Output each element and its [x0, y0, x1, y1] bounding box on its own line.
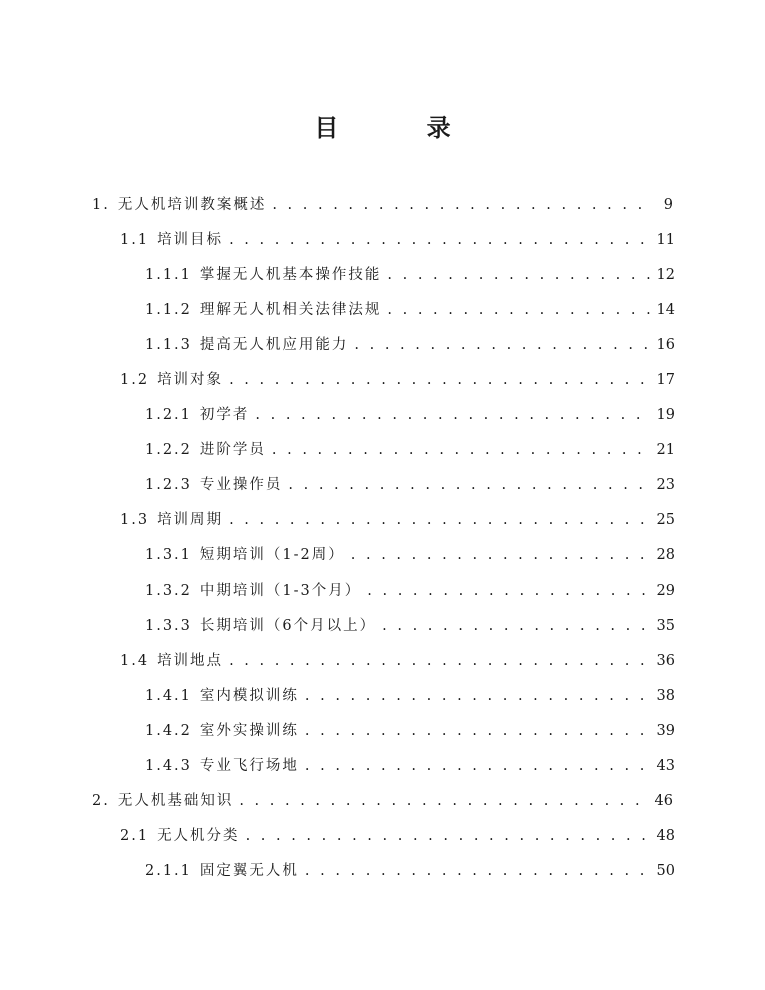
toc-dot-leader [305, 861, 651, 881]
toc-entry[interactable] [0, 503, 765, 538]
toc-entry-title: 进阶学员 [199, 442, 266, 459]
toc-entry-number: 1.2.3 [145, 477, 192, 494]
toc-entry-number: 1.3.3 [145, 617, 192, 634]
toc-entry-page-number: 43 [656, 758, 675, 775]
toc-entry[interactable] [0, 468, 765, 503]
toc-entry-page-number: 35 [656, 617, 675, 634]
toc-entry-number: 2.1 [120, 828, 150, 845]
toc-entry-title: 培训目标 [157, 231, 224, 248]
toc-entry[interactable] [0, 608, 765, 643]
toc-entry-title: 专业操作员 [199, 477, 283, 494]
toc-entry-page-number: 12 [656, 266, 675, 283]
toc-dot-leader [229, 510, 650, 530]
toc-entry-title: 无人机培训教案概述 [117, 196, 267, 213]
toc-entry[interactable] [0, 433, 765, 468]
toc-entry-title: 无人机基础知识 [117, 793, 234, 810]
toc-entry[interactable] [0, 713, 765, 748]
toc-entry-number: 1.3 [120, 512, 150, 529]
toc-entry-number: 1. [92, 196, 110, 213]
toc-dot-leader [229, 230, 650, 250]
toc-entry-number: 1.4.2 [145, 722, 192, 739]
toc-entry-number: 1.2.1 [145, 407, 192, 424]
toc-dot-leader [351, 545, 651, 565]
toc-entry-title: 室内模拟训练 [199, 687, 299, 704]
toc-entry-number: 2.1.1 [145, 863, 192, 880]
toc-entry-title: 短期培训（1-2周） [199, 547, 345, 564]
toc-entry-page-number: 38 [656, 687, 675, 704]
toc-entry[interactable] [0, 854, 765, 889]
toc-entry-page-number: 28 [656, 547, 675, 564]
toc-entry-page-number: 48 [656, 828, 675, 845]
toc-entry[interactable] [0, 643, 765, 678]
toc-entry-number: 1.1.2 [145, 301, 192, 318]
toc-entry[interactable] [0, 257, 765, 292]
toc-entry-number: 2. [92, 793, 110, 810]
toc-entry-number: 1.1 [120, 231, 150, 248]
toc-dot-leader [367, 581, 650, 601]
toc-entry-number: 1.4.3 [145, 758, 192, 775]
toc-entry-number: 1.2 [120, 372, 150, 389]
toc-entry-page-number: 36 [656, 652, 675, 669]
toc-entry-page-number: 16 [656, 336, 675, 353]
toc-entry-title: 固定翼无人机 [199, 863, 299, 880]
toc-entry-page-number: 19 [656, 407, 675, 424]
toc-entry-number: 1.4.1 [145, 687, 192, 704]
toc-entry-page-number: 9 [663, 196, 673, 213]
toc-entry-number: 1.1.1 [145, 266, 192, 283]
toc-entry-title: 中期培训（1-3个月） [199, 582, 362, 599]
toc-dot-leader [288, 475, 650, 495]
toc-entry-page-number: 14 [656, 301, 675, 318]
toc-title: 目 录 [314, 114, 491, 142]
toc-entry-title: 提高无人机应用能力 [199, 336, 349, 353]
toc-entry-title: 无人机分类 [157, 828, 240, 845]
toc-entry-page-number: 11 [656, 231, 675, 248]
toc-entry-number: 1.3.2 [145, 582, 192, 599]
toc-entry-title: 理解无人机相关法律法规 [199, 301, 382, 318]
toc-entry-title: 培训周期 [157, 512, 224, 529]
toc-entry[interactable] [0, 398, 765, 433]
toc-entry[interactable] [0, 187, 765, 222]
toc-entry-number: 1.3.1 [145, 547, 192, 564]
toc-entry[interactable] [0, 573, 765, 608]
toc-dot-leader [239, 791, 648, 811]
toc-entry[interactable] [0, 678, 765, 713]
toc-entry[interactable] [0, 749, 765, 784]
toc-entry-number: 1.2.2 [145, 442, 192, 459]
toc-entry-title: 专业飞行场地 [199, 758, 299, 775]
toc-entry-title: 培训地点 [157, 652, 224, 669]
toc-entry-page-number: 25 [656, 512, 675, 529]
toc-dot-leader [305, 721, 651, 741]
toc-entry[interactable] [0, 222, 765, 257]
toc-dot-leader [272, 440, 651, 460]
toc-list [0, 187, 765, 889]
toc-dot-leader [387, 265, 650, 285]
toc-entry-title: 室外实操训练 [199, 722, 299, 739]
toc-entry[interactable] [0, 538, 765, 573]
toc-entry[interactable] [0, 362, 765, 397]
toc-entry[interactable] [0, 784, 765, 819]
toc-entry-page-number: 39 [656, 722, 675, 739]
toc-entry[interactable] [0, 819, 765, 854]
toc-dot-leader [387, 300, 650, 320]
toc-entry-page-number: 21 [656, 442, 675, 459]
toc-entry-page-number: 46 [654, 793, 673, 810]
toc-dot-leader [255, 405, 650, 425]
toc-entry-number: 1.1.3 [145, 336, 192, 353]
toc-entry-title: 培训对象 [157, 372, 224, 389]
toc-dot-leader [305, 756, 651, 776]
toc-entry-page-number: 17 [656, 372, 675, 389]
toc-dot-leader [305, 686, 651, 706]
toc-dot-leader [272, 195, 651, 215]
toc-dot-leader [354, 335, 650, 355]
toc-dot-leader [229, 370, 650, 390]
toc-entry[interactable] [0, 327, 765, 362]
toc-dot-leader [246, 826, 651, 846]
toc-entry[interactable] [0, 292, 765, 327]
toc-entry-title: 长期培训（6个月以上） [199, 617, 377, 634]
toc-entry-page-number: 29 [656, 582, 675, 599]
toc-entry-page-number: 23 [656, 477, 675, 494]
toc-dot-leader [229, 651, 650, 671]
toc-entry-title: 掌握无人机基本操作技能 [199, 266, 382, 283]
toc-entry-number: 1.4 [120, 652, 150, 669]
toc-dot-leader [382, 616, 650, 636]
toc-entry-page-number: 50 [656, 863, 675, 880]
toc-entry-title: 初学者 [199, 407, 250, 424]
